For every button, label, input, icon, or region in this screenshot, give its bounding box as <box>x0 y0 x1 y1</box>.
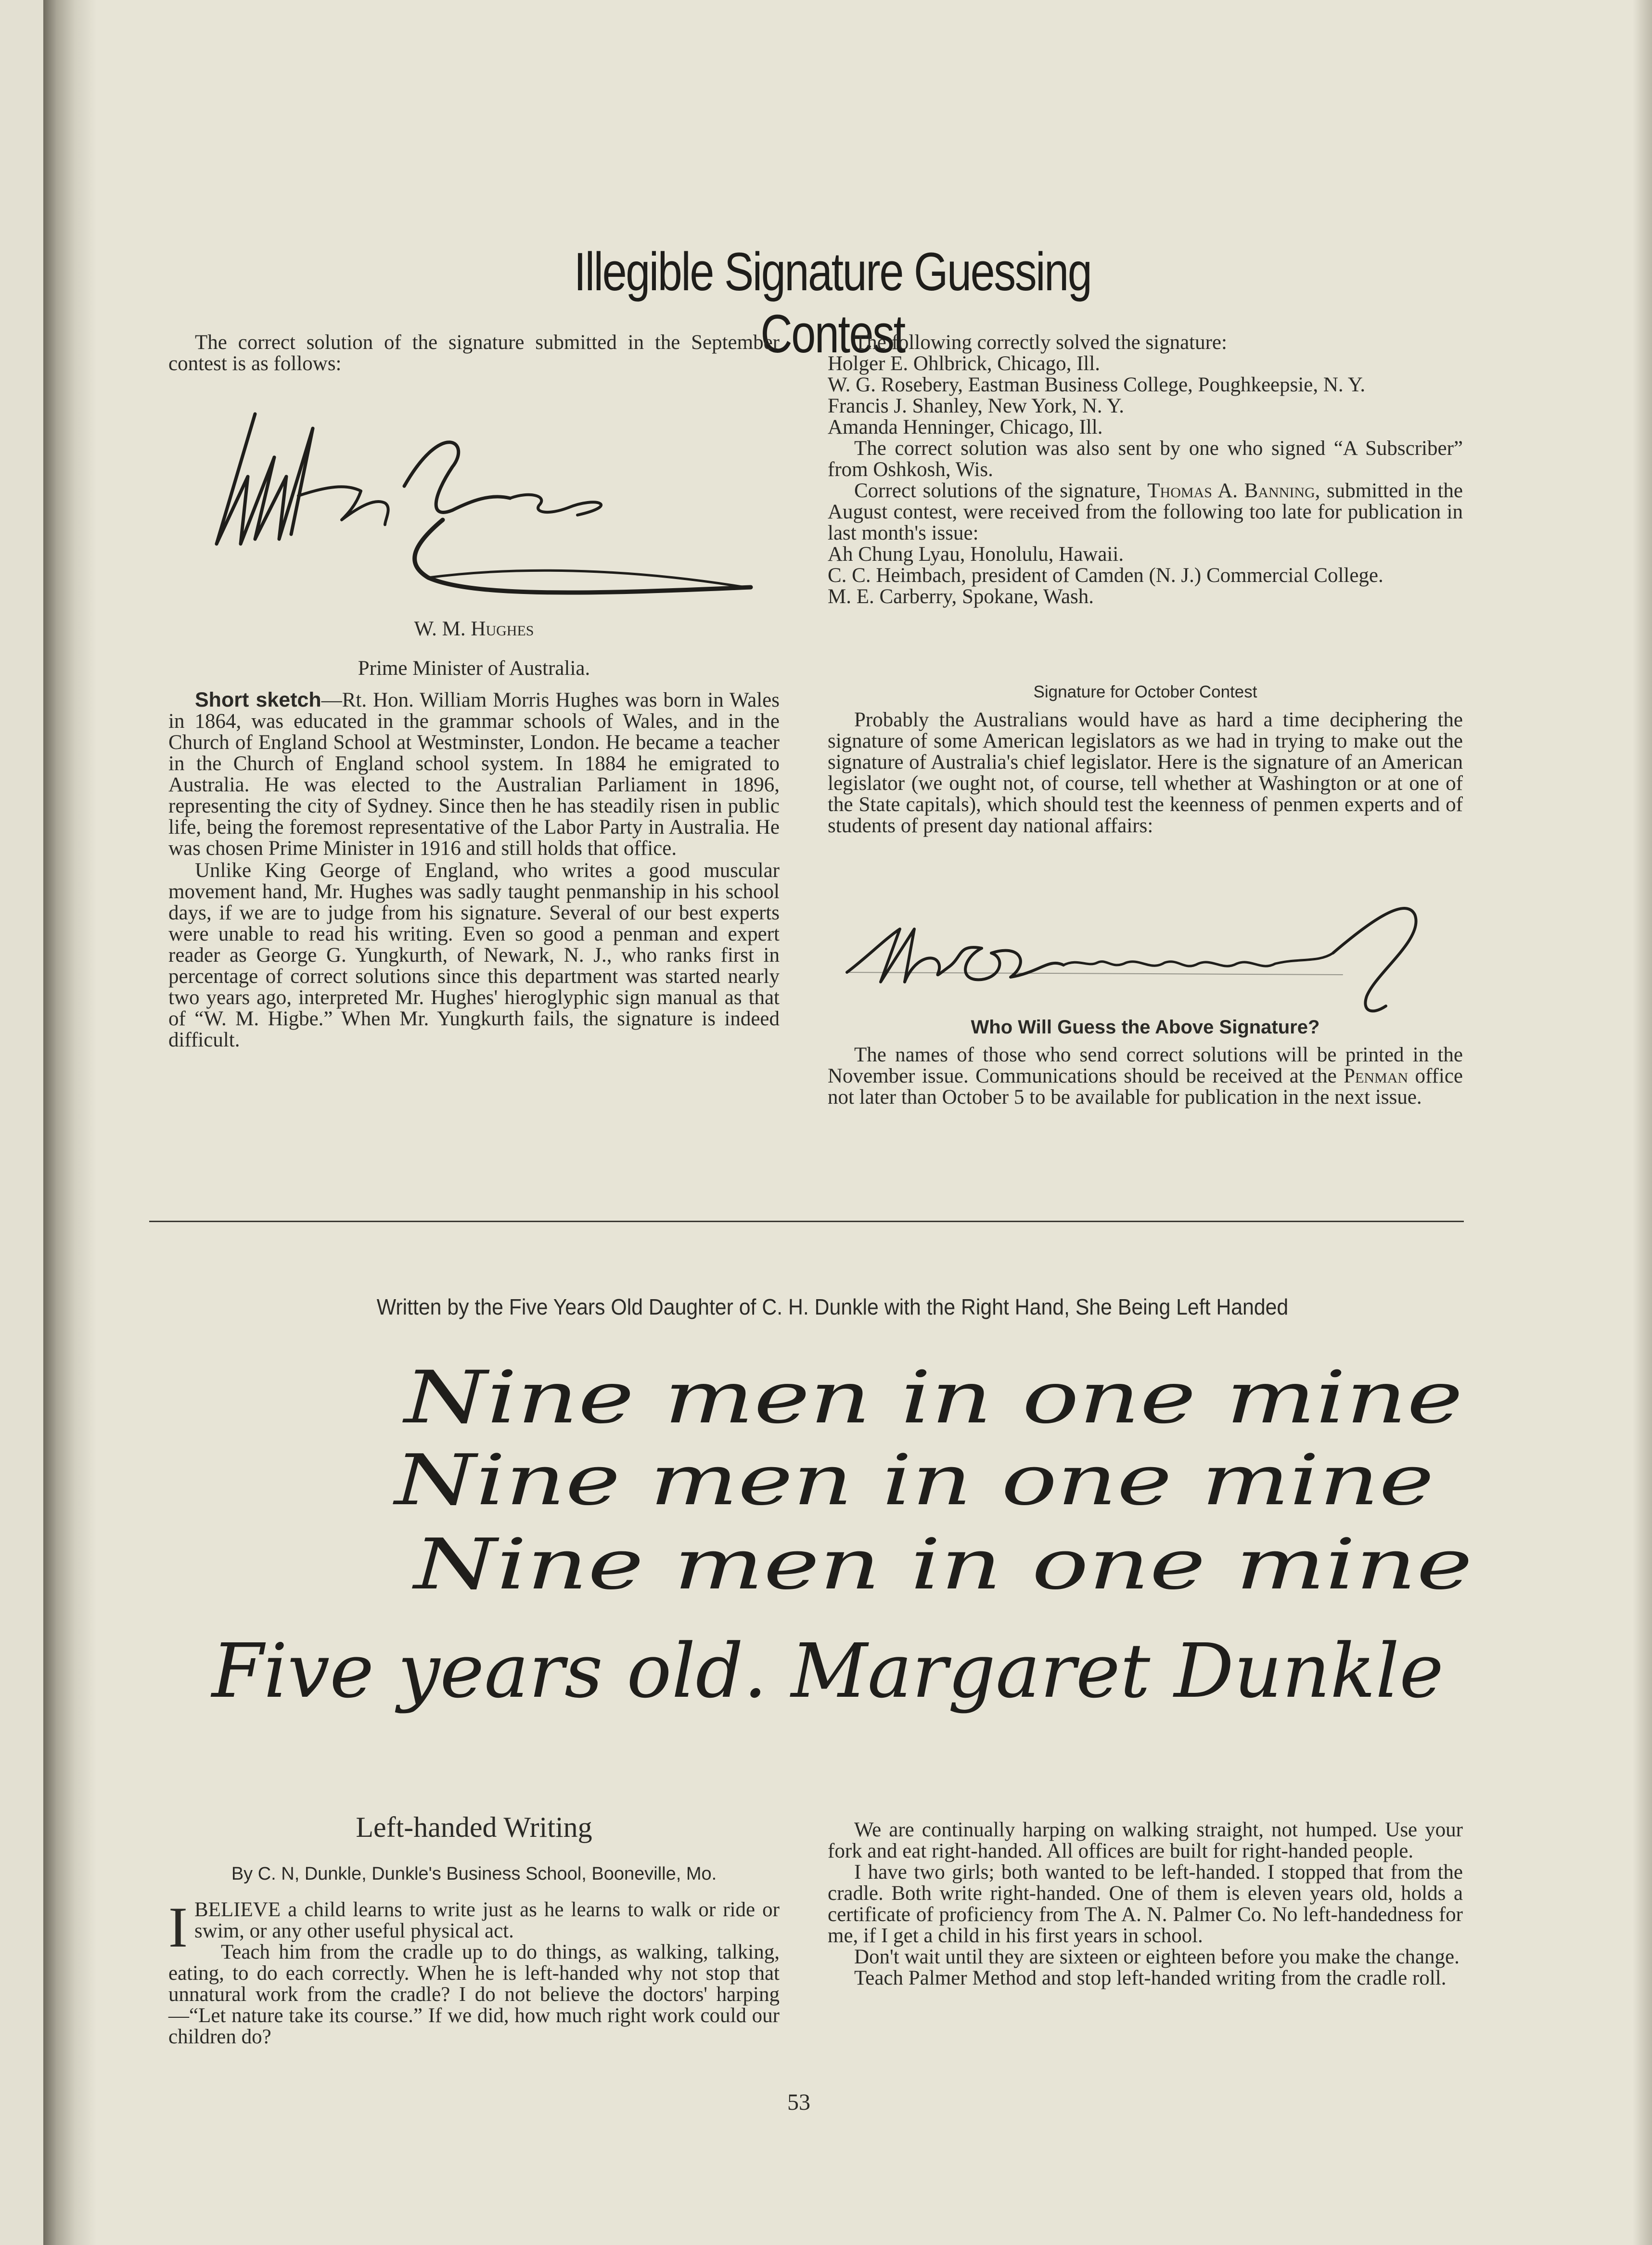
book-gutter <box>43 0 96 2245</box>
solved-intro: The following correctly solved the signature: <box>854 331 1227 354</box>
hughes-sketch <box>168 689 780 1051</box>
article-paragraph-2: Teach him from the cradle up to do things, as walking, talking, eating, to do each correctly. When he is left-handed why not stop that unnatural work from the cradle? I do not believe the doctors' harping—“Let nature take its course.” If we did, how much right work could our children do? <box>168 1941 780 2048</box>
sketch-label: Short sketch <box>195 688 321 711</box>
signature-role: Prime Minister of Australia. <box>358 657 590 680</box>
signature-name: W. M. Hughes <box>414 618 534 640</box>
hughes-paragraph-2: Unlike King George of England, who writes a good muscular movement hand, Mr. Hughes was sadly taught penmanship in his school days, if we are to judge from his signature. Several of our best experts were unable to read his writing. Even so good a penman and expert reader as George G. Yungkurth, of Newark, N. J., who ranks first in percentage of correct solutions since this department was started nearly two years ago, interpreted Mr. Hughes' hieroglyphic sign manual as that of “W. M. Higbe.” When Mr. Yungkurth fails, the signature is indeed difficult. <box>168 859 780 1051</box>
late-solver-item: C. C. Heimbach, president of Camden (N. J.) Commercial College. <box>828 564 1383 587</box>
drop-cap: I <box>168 1895 188 1959</box>
handwriting-line-3: Nine men in one mine <box>411 1524 1473 1605</box>
dunkle-handwriting-specimen <box>183 1348 1482 1742</box>
guess-block <box>828 1045 1463 1108</box>
solver-item: W. G. Rosebery, Eastman Business College, Poughkeepsie, N. Y. <box>828 374 1366 396</box>
section-divider <box>149 1221 1464 1222</box>
october-text: Probably the Australians would have as hard a time deciphering the signature of some American legislators as we had in trying to make out the signature of Australia's chief legislator. Here is the signature of an American legislator (we ought not, of course, tell whether at Washington or at one of the State capitals), which should test the keenness of penmen experts and of students of present day national affairs: <box>828 709 1463 837</box>
intro-block <box>168 332 780 374</box>
article-byline: By C. N, Dunkle, Dunkle's Business School, Booneville, Mo. <box>231 1864 717 1884</box>
article-title: Left-handed Writing <box>356 1811 592 1843</box>
article-right-column <box>828 1819 1463 1989</box>
article-paragraph-3: We are continually harping on walking straight, not humped. Use your fork and eat right-handed. All offices are built for right-handed people. <box>828 1819 1463 1862</box>
solver-item: Holger E. Ohlbrick, Chicago, Ill. <box>828 352 1101 375</box>
article-paragraph-6: Teach Palmer Method and stop left-handed writing from the cradle roll. <box>854 1967 1447 1989</box>
subscriber-note: The correct solution was also sent by one who signed “A Subscriber” from Oshkosh, Wis. <box>828 437 1463 481</box>
late-solver-item: Ah Chung Lyau, Honolulu, Hawaii. <box>828 543 1124 566</box>
handwriting-line-1: Nine men in one mine <box>402 1356 1463 1440</box>
late-solver-item: M. E. Carberry, Spokane, Wash. <box>828 585 1094 608</box>
october-signature <box>837 886 1453 1020</box>
handwriting-line-2: Nine men in one mine <box>393 1440 1434 1521</box>
page-edge <box>1633 0 1652 2245</box>
guess-text: The names of those who send correct solutions will be printed in the November issue. Communications should be received at the Penman office not later than October 5 to be available for publication in the next issue. <box>828 1044 1463 1109</box>
page-number: 53 <box>787 2090 810 2115</box>
article-left-column <box>168 1895 780 2048</box>
article-paragraph-5: Don't wait until they are sixteen or eighteen before you make the change. <box>854 1946 1460 1968</box>
article-paragraph-4: I have two girls; both wanted to be left-handed. I stopped that from the cradle. Both write right-handed. One of them is eleven years old, holds a certificate of proficiency from The A. N. Palmer Co. No left-handedness for me, if I get a child in his first years in school. <box>828 1861 1463 1947</box>
october-text-block <box>828 710 1463 837</box>
dunkle-caption: Written by the Five Years Old Daughter of C. H. Dunkle with the Right Hand, She Being Left Handed <box>376 1294 1289 1319</box>
solver-item: Amanda Henninger, Chicago, Ill. <box>828 416 1103 439</box>
sketch-text: —Rt. Hon. William Morris Hughes was born in Wales in 1864, was educated in the grammar schools of Wales, and in the Church of England School at Westminster, London. He became a teacher in the Church of England school system. In 1884 he emigrated to Australia. He was elected to the Australian Parliament in 1896, representing the city of Sydney. Since then he has steadily risen in public life, being the foremost representative of the Labor Party in Australia. He was chosen Prime Minister in 1916 and still holds that office. <box>168 689 780 860</box>
page-title: Illegible Signature Guessing Contest <box>574 242 1091 364</box>
intro-text: The correct solution of the signature submitted in the September contest is as follows: <box>168 331 780 375</box>
solvers-block <box>828 332 1463 607</box>
article-paragraph-1: IBELIEVE a child learns to write just as he learns to walk or ride or swim, or any other useful physical act. <box>168 1895 780 1959</box>
handwriting-line-4: Five years old. Margaret Dunkle <box>210 1627 1444 1715</box>
hughes-signature <box>202 400 760 606</box>
guess-heading: Who Will Guess the Above Signature? <box>971 1017 1320 1038</box>
august-note: Correct solutions of the signature, Thomas A. Banning, submitted in the August contest, were received from the following too late for publication in last month's issue: <box>828 479 1463 544</box>
solver-item: Francis J. Shanley, New York, N. Y. <box>828 395 1124 417</box>
october-heading: Signature for October Contest <box>1033 683 1257 701</box>
